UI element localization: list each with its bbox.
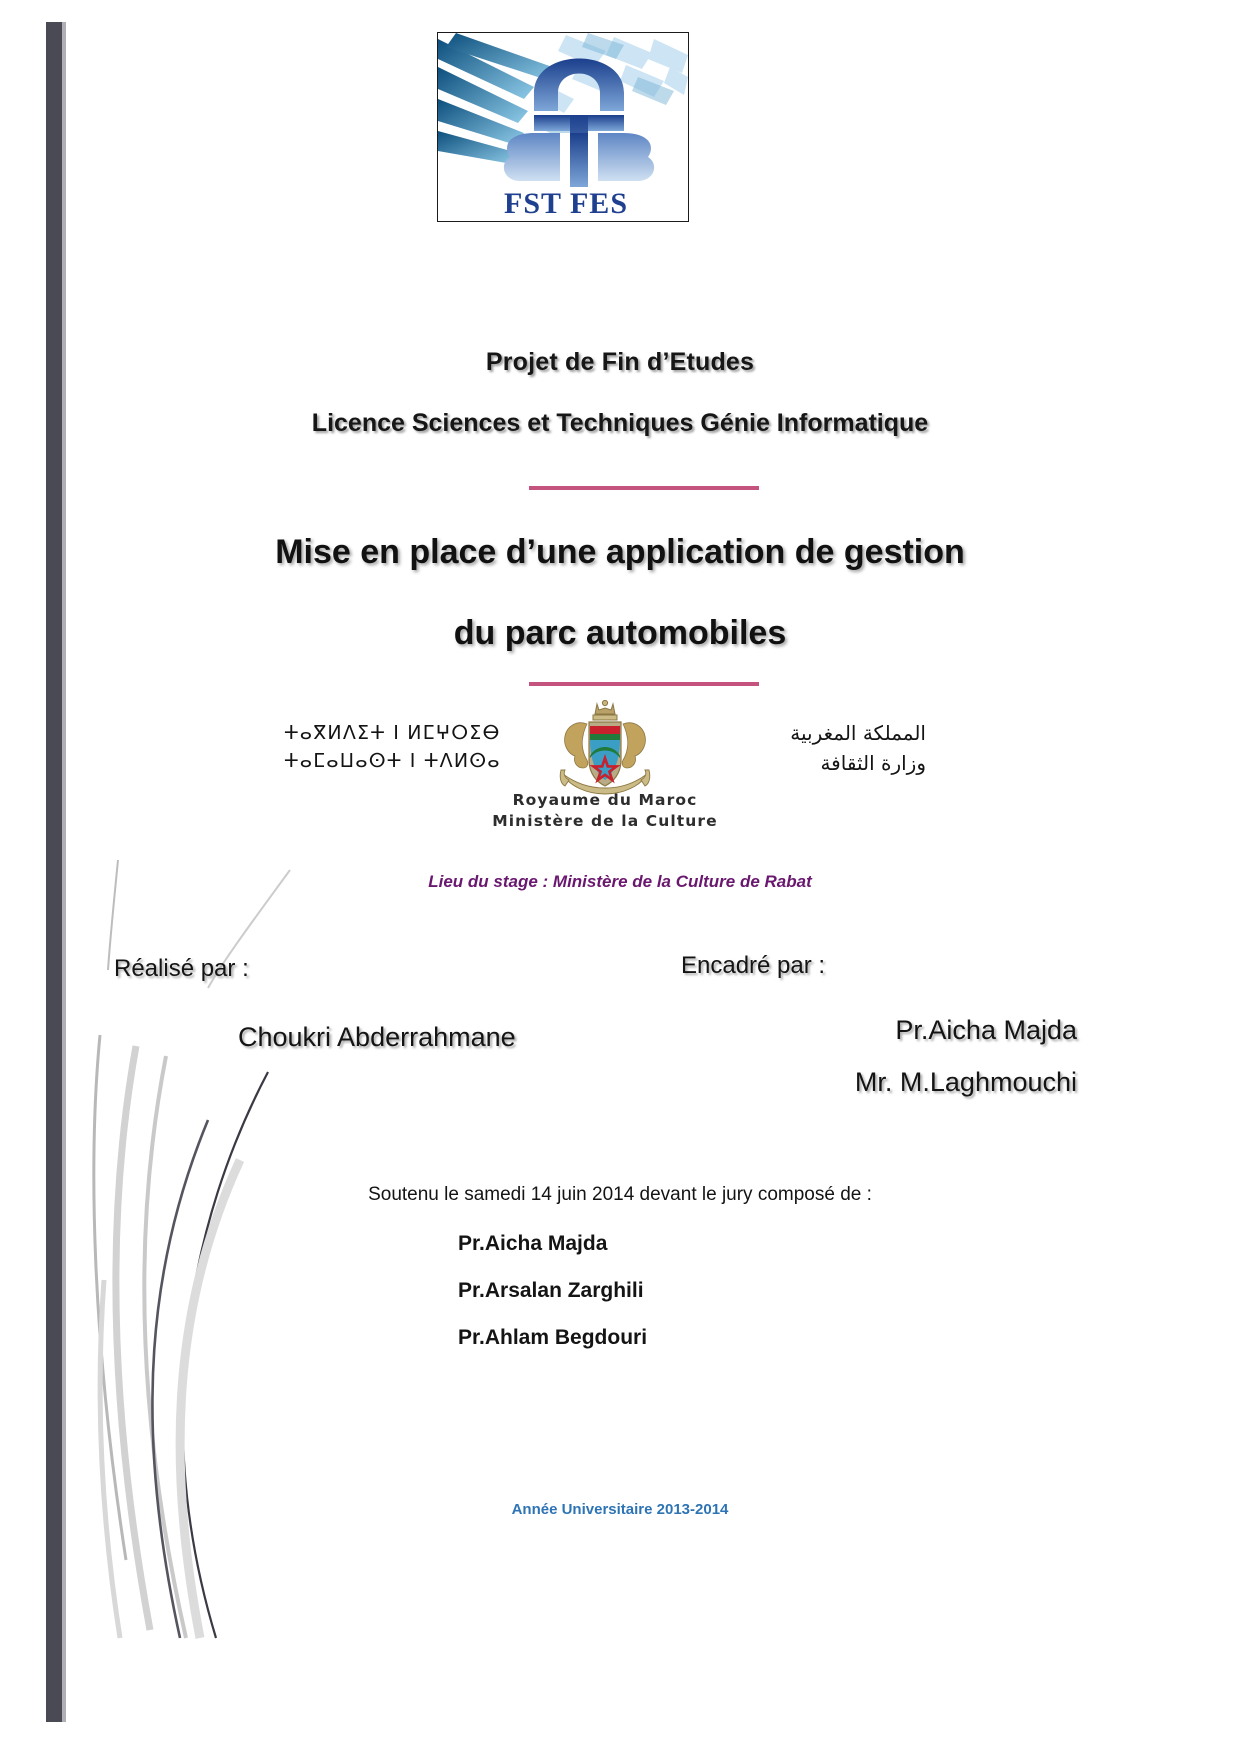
- student-name: Choukri Abderrahmane: [238, 1022, 516, 1052]
- page-title-line-1: Mise en place d’une application de gestion: [275, 533, 965, 571]
- supervisor-list: [855, 1015, 1077, 1119]
- program-heading: Licence Sciences et Techniques Génie Informatique: [311, 409, 929, 437]
- page-title-line-2: du parc automobiles: [453, 614, 787, 652]
- jury-member: Pr.Aicha Majda: [458, 1232, 608, 1255]
- ministry-emblem-row: [255, 700, 955, 795]
- ministry-tifinagh-text: [284, 720, 549, 775]
- supervisor-item: Mr. M.Laghmouchi: [854, 1067, 1077, 1097]
- ministry-arabic-text: [661, 718, 926, 778]
- supervisor-item: Pr.Aicha Majda: [895, 1015, 1077, 1045]
- divider-top: [529, 486, 759, 490]
- ministry-tifinagh-line-1: ⵜⴰⴳⵍⴷⵉⵜ ⵏ ⵍⵎⵖⵔⵉⴱ: [284, 721, 501, 744]
- ministry-arabic-line-1: المملكة المغربية: [790, 720, 926, 745]
- ministry-french-line-1: Royaume du Maroc: [512, 791, 698, 809]
- realise-par-label: Réalisé par :: [114, 955, 249, 982]
- ministry-tifinagh-line-2: ⵜⴰⵎⴰⵡⴰⵙⵜ ⵏ ⵜⴷⵍⵙⴰ: [284, 749, 501, 772]
- divider-bottom: [529, 682, 759, 686]
- defense-intro-text: Soutenu le samedi 14 juin 2014 devant le jury composé de :: [368, 1184, 872, 1205]
- jury-list: [458, 1232, 647, 1373]
- ministry-arabic-line-2: وزارة الثقافة: [820, 750, 926, 775]
- jury-member: Pr.Ahlam Begdouri: [458, 1326, 648, 1349]
- decorative-swoosh-curves: [40, 860, 460, 1640]
- ministry-emblem-block: [255, 700, 955, 830]
- project-type-heading: Projet de Fin d’Etudes: [485, 348, 755, 376]
- encadre-par-label: Encadré par :: [681, 952, 826, 979]
- ministry-french-line-2: Ministère de la Culture: [492, 811, 718, 830]
- internship-place-label: Lieu du stage : Ministère de la Culture de Rabat: [428, 872, 812, 891]
- academic-year-footer: Année Universitaire 2013-2014: [511, 1501, 729, 1518]
- ministry-french-text: [255, 790, 955, 832]
- fst-fes-logo: [437, 32, 689, 222]
- svg-text:FST FES: FST FES: [504, 187, 628, 220]
- jury-member: Pr.Arsalan Zarghili: [458, 1279, 644, 1302]
- morocco-coat-of-arms-icon: [549, 700, 661, 795]
